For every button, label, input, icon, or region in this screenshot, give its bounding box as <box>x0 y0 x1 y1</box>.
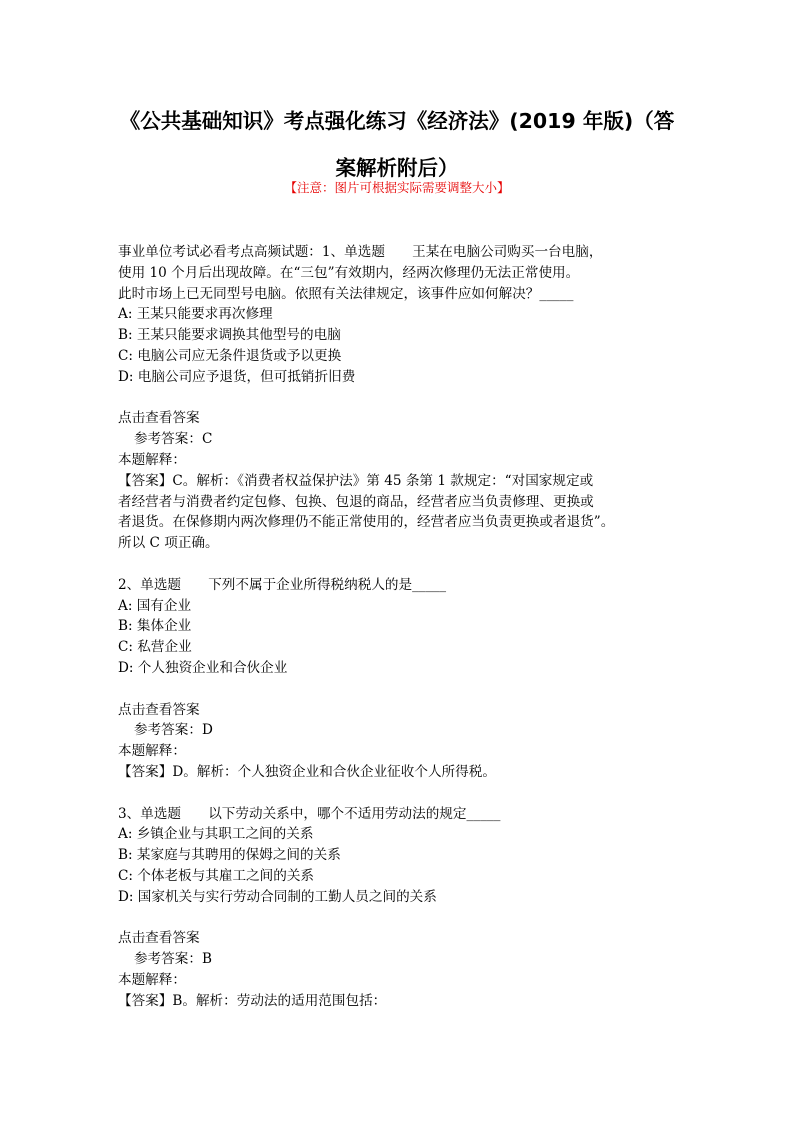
option-b: B: 某家庭与其聘用的保姆之间的关系 <box>118 847 341 864</box>
analysis-line: 【答案】C。解析：《消费者权益保护法》第 45 条第 1 款规定：“对国家规定或 <box>118 472 594 489</box>
question-list <box>118 242 684 1011</box>
option-a: A: 乡镇企业与其职工之间的关系 <box>118 826 314 843</box>
question-text-line: 使用 10 个月后出现故障。在“三包”有效期内，经两次修理仍无法正常使用。 <box>118 264 580 281</box>
question-text-line: 事业单位考试必看考点高频试题：1、单选题 王某在电脑公司购买一台电脑， <box>118 244 603 260</box>
view-answer-link[interactable]: 点击查看答案 <box>118 701 200 718</box>
title-line-1: 《公共基础知识》考点强化练习《经济法》(2019 年版)（答 <box>119 109 675 133</box>
option-c: C: 个体老板与其雇工之间的关系 <box>118 867 315 884</box>
option-d: D: 电脑公司应予退货，但可抵销折旧费 <box>118 368 356 385</box>
analysis-line: 者退货。在保修期内两次修理仍不能正常使用的，经营者应当负责更换或者退货”。 <box>118 514 615 531</box>
spacer <box>118 554 684 575</box>
analysis-label: 本题解释： <box>118 743 186 760</box>
analysis-label: 本题解释： <box>118 451 186 468</box>
analysis-line: 【答案】B。解析：劳动法的适用范围包括： <box>118 992 387 1009</box>
view-answer-link[interactable]: 点击查看答案 <box>118 410 200 427</box>
spacer <box>118 388 684 409</box>
analysis-line: 【答案】D。解析：个人独资企业和合伙企业征收个人所得税。 <box>118 763 496 780</box>
resize-notice: 【注意：图片可根据实际需要调整大小】 <box>284 180 510 195</box>
reference-answer: 参考答案：B <box>134 951 212 968</box>
reference-answer: 参考答案：D <box>134 722 213 739</box>
option-a: A: 王某只能要求再次修理 <box>118 306 273 323</box>
question-block <box>118 804 684 1012</box>
analysis-line: 所以 C 项正确。 <box>118 535 219 552</box>
option-b: B: 集体企业 <box>118 618 192 635</box>
option-b: B: 王某只能要求调换其他型号的电脑 <box>118 327 341 344</box>
analysis-label: 本题解释： <box>118 971 186 988</box>
analysis-line: 者经营者与消费者约定包修、包换、包退的商品，经营者应当负责修理、更换或 <box>118 493 594 510</box>
option-c: C: 电脑公司应无条件退货或予以更换 <box>118 347 342 364</box>
option-d: D: 个人独资企业和合伙企业 <box>118 659 288 676</box>
option-c: C: 私营企业 <box>118 639 192 656</box>
question-text-line: 3、单选题 以下劳动关系中，哪个不适用劳动法的规定_____ <box>118 805 501 822</box>
spacer <box>118 783 684 804</box>
question-text-line: 2、单选题 下列不属于企业所得税纳税人的是_____ <box>118 576 447 593</box>
question-block <box>118 575 684 783</box>
question-text-line: 此时市场上已无同型号电脑。依照有关法律规定，该事件应如何解决？_____ <box>118 285 574 302</box>
spacer <box>118 908 684 929</box>
reference-answer: 参考答案：C <box>134 431 213 448</box>
option-d: D: 国家机关与实行劳动合同制的工勤人员之间的关系 <box>118 888 437 905</box>
view-answer-link[interactable]: 点击查看答案 <box>118 930 200 947</box>
option-a: A: 国有企业 <box>118 597 192 614</box>
question-block <box>118 242 684 554</box>
spacer <box>118 679 684 700</box>
title-line-2: 案解析附后） <box>335 156 459 180</box>
